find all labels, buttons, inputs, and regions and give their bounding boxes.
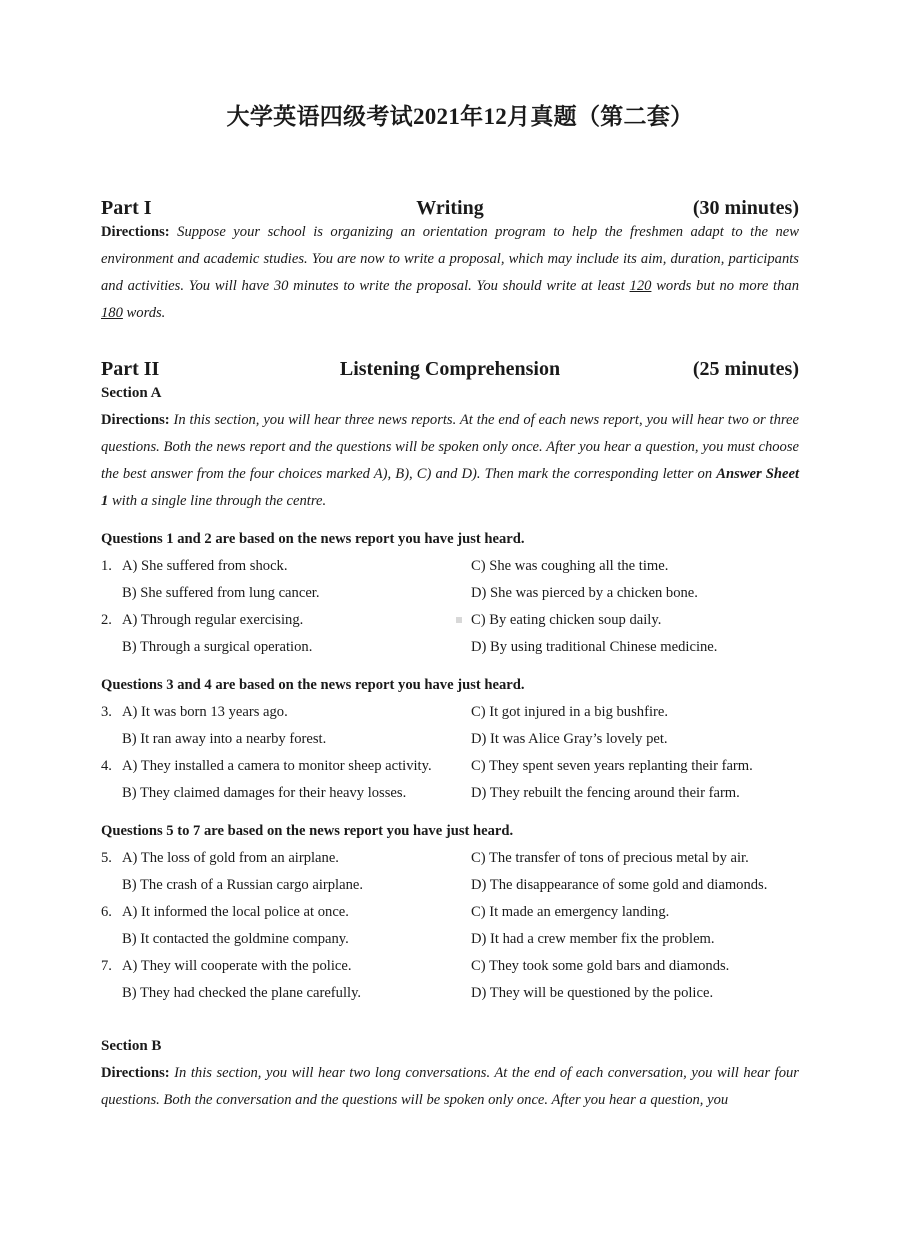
question-number: 7. bbox=[101, 958, 112, 974]
question-6-row2 bbox=[0, 931, 920, 958]
choice-a: A) It informed the local police at once. bbox=[122, 904, 349, 920]
directions-label: Directions: bbox=[101, 1065, 170, 1081]
choice-d: D) It was Alice Gray’s lovely pet. bbox=[471, 731, 668, 747]
choice-c: C) She was coughing all the time. bbox=[471, 558, 669, 574]
part2-label: Part II bbox=[101, 358, 160, 380]
directions-text: words. bbox=[122, 305, 166, 321]
question-6 bbox=[0, 904, 920, 931]
choice-d: D) They rebuilt the fencing around their farm. bbox=[471, 785, 740, 801]
directions-text: Suppose your school is organizing an orientation program to help the freshmen adapt to the new environment and academic studies. You are now to write a proposal, which may include its aim, duration, participants and activities. You will have 30 minutes to write the proposal. You should write at least bbox=[101, 224, 799, 294]
question-number: 3. bbox=[101, 704, 112, 720]
question-number: 2. bbox=[101, 612, 112, 628]
question-2-row2 bbox=[0, 639, 920, 666]
question-number: 4. bbox=[101, 758, 112, 774]
directions-text: with a single line through the centre. bbox=[108, 493, 327, 509]
choice-c: C) They spent seven years replanting their farm. bbox=[471, 758, 753, 774]
question-7 bbox=[0, 958, 920, 985]
question-group-header: Questions 1 and 2 are based on the news report you have just heard. bbox=[101, 531, 525, 547]
directions-text: In this section, you will hear three news reports. At the end of each news report, you will hear two or three questions. Both the news report and the questions will be spoken only once. After you hear a question, you must choose the best answer from the four choices marked A), B), C) and D). Then mark the corresponding letter on bbox=[101, 412, 799, 482]
question-5 bbox=[0, 850, 920, 877]
choice-b: B) They claimed damages for their heavy losses. bbox=[122, 785, 407, 801]
choice-b: B) She suffered from lung cancer. bbox=[122, 585, 320, 601]
question-1 bbox=[0, 558, 920, 585]
choice-d: D) She was pierced by a chicken bone. bbox=[471, 585, 698, 601]
page-title: 大学英语四级考试2021年12月真题（第二套） bbox=[226, 104, 694, 129]
choice-a: A) They installed a camera to monitor sheep activity. bbox=[122, 758, 432, 774]
question-number: 6. bbox=[101, 904, 112, 920]
choice-a: A) It was born 13 years ago. bbox=[122, 704, 288, 720]
part2-time: (25 minutes) bbox=[692, 358, 799, 380]
directions-label: Directions: bbox=[101, 412, 170, 428]
answer-sheet-label: Answer Sheet 1 bbox=[101, 466, 799, 509]
choice-c: C) It made an emergency landing. bbox=[471, 904, 670, 920]
min-words: 120 bbox=[629, 278, 652, 294]
choice-d: D) It had a crew member fix the problem. bbox=[471, 931, 715, 947]
section-a-directions bbox=[101, 407, 799, 515]
choice-b: B) It ran away into a nearby forest. bbox=[122, 731, 327, 747]
question-7-row2 bbox=[0, 985, 920, 1012]
question-5-row2 bbox=[0, 877, 920, 904]
question-1-row2 bbox=[0, 585, 920, 612]
part1-label: Part I bbox=[101, 197, 152, 219]
part2-name: Listening Comprehension bbox=[339, 358, 561, 380]
part2-heading bbox=[101, 358, 799, 386]
choice-c: C) They took some gold bars and diamonds. bbox=[471, 958, 730, 974]
question-number: 5. bbox=[101, 850, 112, 866]
choice-b: B) Through a surgical operation. bbox=[122, 639, 313, 655]
choice-c: C) It got injured in a big bushfire. bbox=[471, 704, 668, 720]
choice-b: B) The crash of a Russian cargo airplane. bbox=[122, 877, 363, 893]
choice-c: C) By eating chicken soup daily. bbox=[471, 612, 662, 628]
question-3-row2 bbox=[0, 731, 920, 758]
choice-d: D) The disappearance of some gold and diamonds. bbox=[471, 877, 768, 893]
bullet-marker bbox=[456, 617, 462, 623]
part1-name: Writing bbox=[416, 197, 484, 219]
part1-directions bbox=[101, 219, 799, 327]
choice-a: A) They will cooperate with the police. bbox=[122, 958, 352, 974]
section-b-label: Section B bbox=[101, 1038, 162, 1054]
question-3 bbox=[0, 704, 920, 731]
choice-c: C) The transfer of tons of precious metal by air. bbox=[471, 850, 749, 866]
directions-text: words but no more than bbox=[651, 278, 800, 294]
question-4 bbox=[0, 758, 920, 785]
choice-b: B) They had checked the plane carefully. bbox=[122, 985, 362, 1001]
choice-d: D) They will be questioned by the police. bbox=[471, 985, 714, 1001]
choice-a: A) Through regular exercising. bbox=[122, 612, 304, 628]
question-4-row2 bbox=[0, 785, 920, 812]
directions-label: Directions: bbox=[101, 224, 170, 240]
section-a-label: Section A bbox=[101, 385, 162, 401]
part1-time: (30 minutes) bbox=[692, 197, 799, 219]
question-number: 1. bbox=[101, 558, 112, 574]
max-words: 180 bbox=[101, 305, 123, 321]
question-group-header: Questions 5 to 7 are based on the news report you have just heard. bbox=[101, 823, 514, 839]
choice-a: A) The loss of gold from an airplane. bbox=[122, 850, 339, 866]
question-group-header: Questions 3 and 4 are based on the news report you have just heard. bbox=[101, 677, 525, 693]
choice-d: D) By using traditional Chinese medicine. bbox=[471, 639, 718, 655]
section-b-directions bbox=[101, 1060, 799, 1114]
choice-b: B) It contacted the goldmine company. bbox=[122, 931, 349, 947]
directions-text: In this section, you will hear two long conversations. At the end of each conversation, you will hear four questions. Both the conversation and the questions will be spoken only once. After you hear a question, you bbox=[101, 1065, 799, 1108]
choice-a: A) She suffered from shock. bbox=[122, 558, 288, 574]
